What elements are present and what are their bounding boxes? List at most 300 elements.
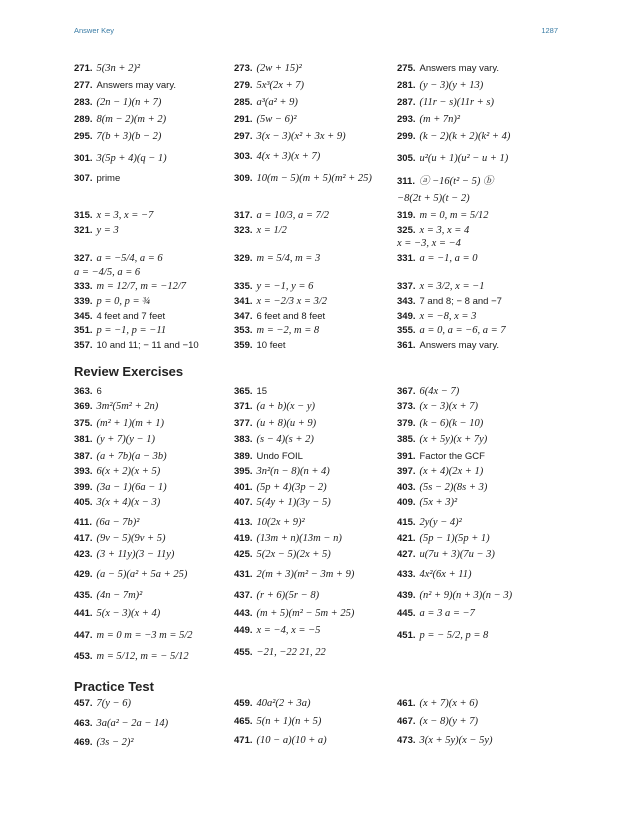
answer-item <box>397 311 476 323</box>
answer-item <box>74 253 163 265</box>
answer-number: 449. <box>234 625 253 636</box>
answer-item <box>234 131 346 143</box>
answer-text: a = 0, a = −6, a = 7 <box>419 325 506 336</box>
answer-number: 359. <box>234 340 253 351</box>
answer-text: p = −1, p = −11 <box>96 325 167 336</box>
answer-text: (m² + 1)(m + 1) <box>96 418 164 429</box>
answer-number: 401. <box>234 482 253 493</box>
answer-item <box>397 340 499 352</box>
answer-item <box>397 451 485 463</box>
answer-number: 367. <box>397 386 416 397</box>
answer-number: 327. <box>74 253 93 264</box>
answer-item <box>234 497 331 509</box>
answer-item <box>397 176 493 188</box>
answer-number: 413. <box>234 517 253 528</box>
answer-item <box>234 325 319 337</box>
answer-text: 8(m − 2)(m + 2) <box>96 114 167 125</box>
answer-item <box>74 737 134 749</box>
answer-number: 445. <box>397 608 416 619</box>
answer-number: 289. <box>74 114 93 125</box>
answer-number: 377. <box>234 418 253 429</box>
answer-number: 365. <box>234 386 253 397</box>
answer-text: 40a²(2 + 3a) <box>256 698 311 709</box>
answer-item <box>397 97 494 109</box>
answer-text: (10 − a)(10 + a) <box>256 735 327 746</box>
answer-item <box>74 153 167 165</box>
answer-item <box>234 569 354 581</box>
answer-text: (u + 8)(u + 9) <box>256 418 317 429</box>
answer-text: (k − 2)(k + 2)(k² + 4) <box>419 131 511 142</box>
answer-text: 3n²(n − 8)(n + 4) <box>256 466 330 477</box>
answer-number: 429. <box>74 569 93 580</box>
answer-item <box>397 466 483 478</box>
answer-text: 6(x + 2)(x + 5) <box>96 466 161 477</box>
answer-number: 391. <box>397 451 416 462</box>
answer-item <box>74 590 142 602</box>
answer-text: (a + 7b)(a − 3b) <box>96 451 167 462</box>
answer-item <box>74 311 165 323</box>
answer-text: (9v − 5)(9v + 5) <box>96 533 166 544</box>
answer-text: 5(2x − 5)(2x + 5) <box>256 549 331 560</box>
answer-number: 283. <box>74 97 93 108</box>
answer-item <box>397 716 478 728</box>
answer-text: (a + b)(x − y) <box>256 401 315 412</box>
answer-item <box>234 253 320 265</box>
answer-text: (m + 5)(m² − 5m + 25) <box>256 608 355 619</box>
answer-item <box>74 418 164 430</box>
answer-text: m = −2, m = 8 <box>256 325 320 336</box>
answer-text: 5(3n + 2)² <box>96 63 140 74</box>
answer-item <box>397 630 488 642</box>
answer-number: 307. <box>74 173 93 184</box>
answer-number: 281. <box>397 80 416 91</box>
answer-number: 461. <box>397 698 416 709</box>
answer-text: (5p + 4)(3p − 2) <box>256 482 327 493</box>
answer-text: 4x²(6x + 11) <box>419 569 472 580</box>
answer-text: 3(x + 4)(x − 3) <box>96 497 161 508</box>
answer-item <box>74 114 166 126</box>
answer-number: 305. <box>397 153 416 164</box>
answer-text: 6 feet and 8 feet <box>256 311 326 322</box>
answer-text: (s − 4)(s + 2) <box>256 434 314 445</box>
answer-item <box>74 296 150 308</box>
answer-text: Factor the GCF <box>419 451 485 462</box>
answer-number: 419. <box>234 533 253 544</box>
answer-text: Answers may vary. <box>419 340 500 351</box>
answer-number: 455. <box>234 647 253 658</box>
answer-number: 335. <box>234 281 253 292</box>
answer-item <box>397 569 472 581</box>
answer-text: (r + 6)(5r − 8) <box>256 590 320 601</box>
answer-text: m = 5/4, m = 3 <box>256 253 321 264</box>
answer-item <box>74 608 160 620</box>
answer-text: (n² + 9)(n + 3)(n − 3) <box>419 590 513 601</box>
answer-text: a³(a² + 9) <box>256 97 298 108</box>
answer-number: 381. <box>74 434 93 445</box>
answer-text: 5(4y + 1)(3y − 5) <box>256 497 331 508</box>
answer-item <box>397 253 478 265</box>
answer-text: (5s − 2)(8s + 3) <box>419 482 488 493</box>
answer-text: m = 0, m = 5/12 <box>419 210 489 221</box>
answer-item <box>74 533 165 545</box>
answer-number: 323. <box>234 225 253 236</box>
answer-item <box>74 80 176 92</box>
answer-number: 397. <box>397 466 416 477</box>
answer-number: 317. <box>234 210 253 221</box>
answer-text: (x − 8)(y + 7) <box>419 716 478 727</box>
answer-text: 3(5p + 4)(q − 1) <box>96 153 167 164</box>
answer-item <box>234 97 298 109</box>
answer-item <box>234 716 321 728</box>
answer-text: 3(x − 3)(x² + 3x + 9) <box>256 131 346 142</box>
answer-number: 431. <box>234 569 253 580</box>
answer-text: (2n − 1)(n + 7) <box>96 97 162 108</box>
answer-number: 329. <box>234 253 253 264</box>
answer-number: 325. <box>397 225 416 236</box>
answer-number: 339. <box>74 296 93 307</box>
answer-item <box>234 735 327 747</box>
answer-text: (5p − 1)(5p + 1) <box>419 533 490 544</box>
answer-item <box>234 590 319 602</box>
answer-item <box>234 608 354 620</box>
answer-text: x = −3, x = −4 <box>397 238 461 249</box>
answer-text: a = −5/4, a = 6 <box>96 253 163 264</box>
answer-item <box>74 698 131 710</box>
answer-number: 403. <box>397 482 416 493</box>
answer-number: 291. <box>234 114 253 125</box>
answer-item <box>234 210 329 222</box>
section-heading-practice: Practice Test <box>74 679 154 694</box>
answer-item <box>74 569 187 581</box>
answer-text: (x − 3)(x + 7) <box>419 401 478 412</box>
answer-text: 5(n + 1)(n + 5) <box>256 716 322 727</box>
answer-number: 453. <box>74 651 93 662</box>
answer-text: x = 3, x = 4 <box>419 225 470 236</box>
answer-number: 355. <box>397 325 416 336</box>
answer-text: x = −8, x = 3 <box>419 311 477 322</box>
answer-number: 435. <box>74 590 93 601</box>
answer-number: 369. <box>74 401 93 412</box>
answer-number: 383. <box>234 434 253 445</box>
answer-number: 349. <box>397 311 416 322</box>
answer-text: x = 1/2 <box>256 225 287 236</box>
answer-item <box>397 608 475 620</box>
answer-item <box>74 131 161 143</box>
answer-number: 321. <box>74 225 93 236</box>
answer-number: 353. <box>234 325 253 336</box>
answer-number: 433. <box>397 569 416 580</box>
answer-number: 357. <box>74 340 93 351</box>
answer-item <box>397 63 499 75</box>
answer-text: Answers may vary. <box>419 63 500 74</box>
answer-text: (3a − 1)(6a − 1) <box>96 482 167 493</box>
answer-text: 7 and 8; − 8 and −7 <box>419 296 502 307</box>
answer-number: 375. <box>74 418 93 429</box>
answer-number: 285. <box>234 97 253 108</box>
answer-text: ⓐ −16(t² − 5) ⓑ <box>418 176 494 187</box>
answer-text: x = −4, x = −5 <box>256 625 321 636</box>
answer-number: 451. <box>397 630 416 641</box>
answer-text: (4n − 7m)² <box>96 590 143 601</box>
answer-text: x = 3, x = −7 <box>96 210 154 221</box>
answer-number: 299. <box>397 131 416 142</box>
answer-item <box>74 325 166 337</box>
answer-item <box>234 466 330 478</box>
answer-text: (3s − 2)² <box>96 737 134 748</box>
answer-item <box>234 386 267 398</box>
answer-number: 469. <box>74 737 93 748</box>
answer-text: (11r − s)(11r + s) <box>419 97 494 108</box>
answer-text: Undo FOIL <box>256 451 303 462</box>
answer-text: (13m + n)(13m − n) <box>256 533 342 544</box>
answer-item <box>397 281 485 293</box>
answer-text: 7(b + 3)(b − 2) <box>96 131 162 142</box>
answer-text: prime <box>96 173 121 184</box>
answer-number: 361. <box>397 340 416 351</box>
answer-number: 457. <box>74 698 93 709</box>
answer-number: 463. <box>74 718 93 729</box>
answer-item <box>397 210 489 222</box>
answer-number: 411. <box>74 517 92 528</box>
answer-text: 5x³(2x + 7) <box>256 80 305 91</box>
answer-text: 3m²(5m² + 2n) <box>96 401 159 412</box>
answer-item <box>74 517 139 529</box>
answer-item <box>234 698 310 710</box>
answer-item <box>74 630 193 642</box>
answer-item <box>397 193 470 205</box>
answer-number: 473. <box>397 735 416 746</box>
answer-item <box>397 80 483 92</box>
answer-item <box>74 267 140 279</box>
answer-text: 15 <box>256 386 268 397</box>
answer-number: 337. <box>397 281 416 292</box>
answer-item <box>74 225 119 237</box>
answer-item <box>74 401 158 413</box>
answer-text: (x + 7)(x + 6) <box>419 698 478 709</box>
answer-item <box>234 482 327 494</box>
answer-number: 421. <box>397 533 416 544</box>
page-number: 1287 <box>541 26 558 35</box>
answer-item <box>397 114 460 126</box>
answer-number: 471. <box>234 735 253 746</box>
answer-item <box>397 698 478 710</box>
answer-text: m = 12/7, m = −12/7 <box>96 281 187 292</box>
answer-item <box>234 451 303 463</box>
answer-number: 459. <box>234 698 253 709</box>
answer-item <box>234 281 313 293</box>
answer-number: 287. <box>397 97 416 108</box>
answer-number: 387. <box>74 451 93 462</box>
answer-text: m = 5/12, m = − 5/12 <box>96 651 189 662</box>
answer-item <box>234 114 296 126</box>
answer-text: 10(m − 5)(m + 5)(m² + 25) <box>256 173 372 184</box>
answer-text: x = −2/3 x = 3/2 <box>256 296 328 307</box>
answer-text: u(7u + 3)(7u − 3) <box>419 549 495 560</box>
answer-item <box>74 482 167 494</box>
answer-number: 385. <box>397 434 416 445</box>
answer-item <box>74 549 174 561</box>
answer-item <box>74 718 168 730</box>
answer-text: (3 + 11y)(3 − 11y) <box>96 549 175 560</box>
answer-text: (x + 5y)(x + 7y) <box>419 434 488 445</box>
answer-text: (y − 3)(y + 13) <box>419 80 484 91</box>
answer-item <box>74 466 160 478</box>
answer-number: 333. <box>74 281 93 292</box>
answer-text: (a − 5)(a² + 5a + 25) <box>96 569 188 580</box>
answer-number: 315. <box>74 210 93 221</box>
answer-item <box>397 418 483 430</box>
answer-number: 275. <box>397 63 416 74</box>
answer-text: 2y(y − 4)² <box>419 517 462 528</box>
answer-item <box>397 549 495 561</box>
answer-item <box>397 517 462 529</box>
answer-text: (5w − 6)² <box>256 114 297 125</box>
answer-text: a = 10/3, a = 7/2 <box>256 210 330 221</box>
answer-item <box>234 63 302 75</box>
answer-item <box>234 533 342 545</box>
answer-item <box>234 549 331 561</box>
answer-text: Answers may vary. <box>96 80 177 91</box>
answer-text: m = 0 m = −3 m = 5/2 <box>96 630 193 641</box>
answer-number: 393. <box>74 466 93 477</box>
answer-number: 311. <box>397 176 415 187</box>
answer-item <box>397 325 506 337</box>
answer-number: 439. <box>397 590 416 601</box>
answer-number: 351. <box>74 325 93 336</box>
answer-number: 363. <box>74 386 93 397</box>
answer-text: 6(4x − 7) <box>419 386 460 397</box>
answer-number: 437. <box>234 590 253 601</box>
answer-number: 417. <box>74 533 93 544</box>
answer-text: 5(x − 3)(x + 4) <box>96 608 161 619</box>
answer-item <box>74 386 102 398</box>
answer-item <box>74 210 153 222</box>
answer-text: 4 feet and 7 feet <box>96 311 166 322</box>
answer-number: 409. <box>397 497 416 508</box>
answer-item <box>397 482 487 494</box>
answer-number: 273. <box>234 63 253 74</box>
answer-item <box>234 80 304 92</box>
answer-number: 271. <box>74 63 93 74</box>
answer-item <box>74 434 155 446</box>
answer-item <box>74 497 160 509</box>
answer-text: 4(x + 3)(x + 7) <box>256 151 321 162</box>
answer-number: 341. <box>234 296 253 307</box>
answer-number: 279. <box>234 80 253 91</box>
answer-text: −21, −22 21, 22 <box>256 647 326 658</box>
answer-item <box>397 386 459 398</box>
answer-text: y = −1, y = 6 <box>256 281 314 292</box>
answer-text: 3(x + 5y)(x − 5y) <box>419 735 493 746</box>
answer-item <box>234 625 320 637</box>
answer-number: 343. <box>397 296 416 307</box>
answer-item <box>397 296 502 308</box>
answer-number: 467. <box>397 716 416 727</box>
answer-item <box>234 296 327 308</box>
answer-item <box>74 97 161 109</box>
answer-item <box>234 340 286 352</box>
answer-number: 389. <box>234 451 253 462</box>
answer-number: 297. <box>234 131 253 142</box>
answer-number: 423. <box>74 549 93 560</box>
answer-number: 345. <box>74 311 93 322</box>
answer-item <box>234 517 305 529</box>
answer-text: (m + 7n)² <box>419 114 461 125</box>
answer-item <box>397 590 512 602</box>
answer-number: 331. <box>397 253 416 264</box>
answer-item <box>397 434 487 446</box>
answer-item <box>74 651 189 663</box>
answer-text: −8(2t + 5)(t − 2) <box>397 193 470 204</box>
section-heading-review: Review Exercises <box>74 364 184 379</box>
answer-number: 441. <box>74 608 93 619</box>
answer-item <box>397 735 493 747</box>
answer-text: 10 feet <box>256 340 286 351</box>
answer-number: 415. <box>397 517 416 528</box>
answer-number: 465. <box>234 716 253 727</box>
answer-item <box>74 340 199 352</box>
answer-number: 447. <box>74 630 93 641</box>
answer-number: 399. <box>74 482 93 493</box>
answer-item <box>234 311 325 323</box>
answer-item <box>234 173 372 185</box>
answer-text: a = −1, a = 0 <box>419 253 478 264</box>
answer-item <box>74 173 120 185</box>
answer-text: (k − 6)(k − 10) <box>419 418 484 429</box>
answer-number: 309. <box>234 173 253 184</box>
answer-number: 443. <box>234 608 253 619</box>
answer-item <box>397 497 457 509</box>
answer-text: p = − 5/2, p = 8 <box>419 630 489 641</box>
answer-item <box>397 238 461 250</box>
answer-number: 301. <box>74 153 93 164</box>
answer-number: 371. <box>234 401 253 412</box>
answer-item <box>74 451 167 463</box>
answer-number: 319. <box>397 210 416 221</box>
answer-text: (5x + 3)² <box>419 497 458 508</box>
answer-number: 277. <box>74 80 93 91</box>
answer-text: u²(u + 1)(u² − u + 1) <box>419 153 509 164</box>
answer-number: 395. <box>234 466 253 477</box>
answer-item <box>397 533 490 545</box>
running-header-title: Answer Key <box>74 26 115 35</box>
answer-item <box>397 131 510 143</box>
answer-item <box>234 647 326 659</box>
answer-text: 3a(a² − 2a − 14) <box>96 718 169 729</box>
answer-number: 303. <box>234 151 253 162</box>
answer-number: 427. <box>397 549 416 560</box>
answer-number: 373. <box>397 401 416 412</box>
answer-item <box>234 401 315 413</box>
answer-item <box>74 281 186 293</box>
answer-item <box>234 418 316 430</box>
answer-number: 379. <box>397 418 416 429</box>
answer-number: 425. <box>234 549 253 560</box>
answer-text: 6 <box>96 386 102 397</box>
answer-item <box>397 153 508 165</box>
answer-item <box>397 225 469 237</box>
answer-item <box>397 401 478 413</box>
answer-text: y = 3 <box>96 225 119 236</box>
answer-text: (y + 7)(y − 1) <box>96 434 155 445</box>
answer-text: 7(y − 6) <box>96 698 131 709</box>
answer-number: 347. <box>234 311 253 322</box>
answer-text: (6a − 7b)² <box>95 517 140 528</box>
answer-text: p = 0, p = ¾ <box>96 296 151 307</box>
answer-number: 295. <box>74 131 93 142</box>
answer-number: 293. <box>397 114 416 125</box>
answer-text: 10(2x + 9)² <box>256 517 305 528</box>
